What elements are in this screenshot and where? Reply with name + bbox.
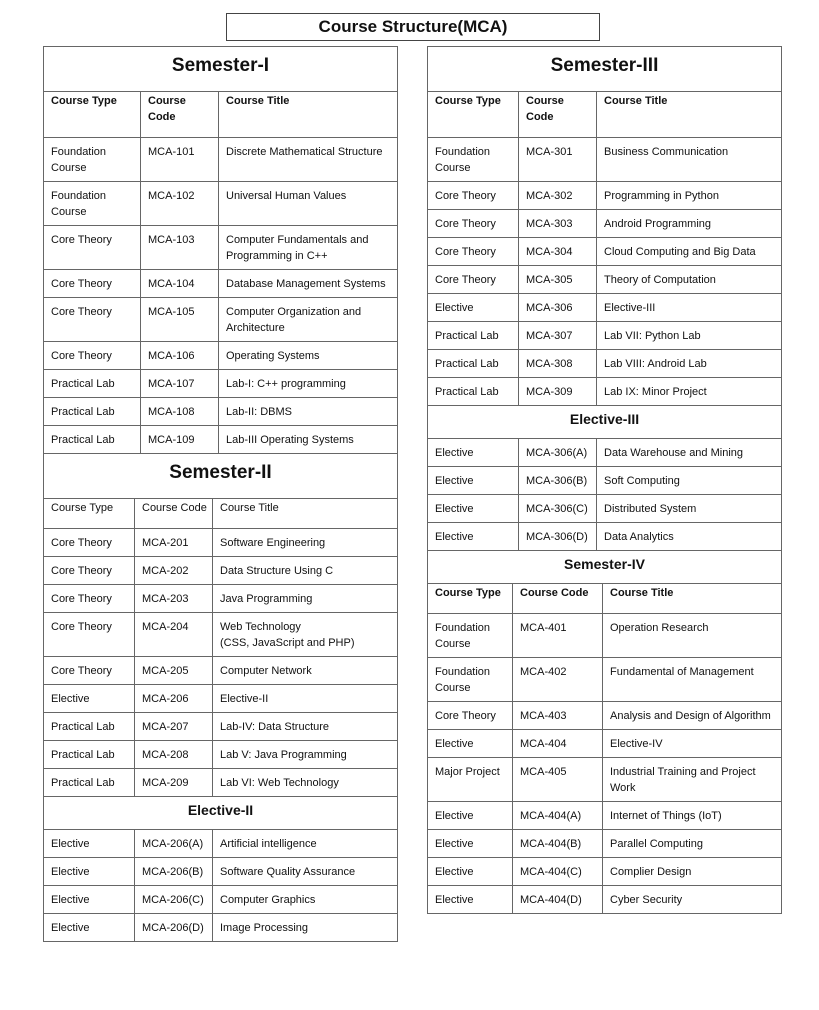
course-code: MCA-202 <box>135 557 213 585</box>
course-title: Elective-III <box>597 294 782 322</box>
elective-3-table <box>427 405 782 551</box>
course-code: MCA-206(D) <box>135 914 213 942</box>
header-course-title: Course Title <box>213 499 398 529</box>
course-title: Image Processing <box>213 914 398 942</box>
course-code: MCA-302 <box>519 182 597 210</box>
header-course-type: Course Type <box>428 584 513 614</box>
header-course-code: Course Code <box>141 92 219 138</box>
course-type: Elective <box>428 886 513 914</box>
semester-2-table <box>43 453 398 797</box>
course-code: MCA-306(D) <box>519 523 597 551</box>
course-type: Core Theory <box>428 238 519 266</box>
header-course-title: Course Title <box>219 92 398 138</box>
header-course-type: Course Type <box>44 92 141 138</box>
course-title: Computer Organization and Architecture <box>219 298 398 342</box>
course-type: Elective <box>44 830 135 858</box>
course-code: MCA-307 <box>519 322 597 350</box>
header-course-code: Course Code <box>513 584 603 614</box>
course-title: Lab-I: C++ programming <box>219 370 398 398</box>
course-type: Practical Lab <box>44 426 141 454</box>
semester-4-header <box>428 584 782 614</box>
course-type: Elective <box>428 802 513 830</box>
course-title: Cyber Security <box>603 886 782 914</box>
course-title: Complier Design <box>603 858 782 886</box>
course-row <box>428 858 782 886</box>
course-row <box>44 426 398 454</box>
course-type: Elective <box>428 858 513 886</box>
course-row <box>428 322 782 350</box>
course-row <box>44 886 398 914</box>
course-row <box>428 802 782 830</box>
course-row <box>428 467 782 495</box>
course-type: Core Theory <box>44 657 135 685</box>
course-title: Internet of Things (IoT) <box>603 802 782 830</box>
course-title: Universal Human Values <box>219 182 398 226</box>
course-type: Elective <box>44 886 135 914</box>
course-code: MCA-304 <box>519 238 597 266</box>
course-type: Core Theory <box>428 266 519 294</box>
course-row <box>44 585 398 613</box>
course-row <box>428 138 782 182</box>
course-code: MCA-404(D) <box>513 886 603 914</box>
header-course-type: Course Type <box>44 499 135 529</box>
semester-3-table <box>427 46 782 406</box>
course-code: MCA-404(A) <box>513 802 603 830</box>
course-code: MCA-301 <box>519 138 597 182</box>
course-type: Elective <box>428 730 513 758</box>
header-course-type: Course Type <box>428 92 519 138</box>
course-code: MCA-306(A) <box>519 439 597 467</box>
course-type: Elective <box>428 294 519 322</box>
course-code: MCA-103 <box>141 226 219 270</box>
course-code: MCA-203 <box>135 585 213 613</box>
course-title: Lab VII: Python Lab <box>597 322 782 350</box>
course-code: MCA-402 <box>513 658 603 702</box>
course-code: MCA-206(C) <box>135 886 213 914</box>
course-code: MCA-309 <box>519 378 597 406</box>
course-title: Artificial intelligence <box>213 830 398 858</box>
course-row <box>428 702 782 730</box>
course-row <box>44 226 398 270</box>
course-title: Software Quality Assurance <box>213 858 398 886</box>
course-row <box>44 138 398 182</box>
semester-4-table <box>427 550 782 914</box>
course-type: Practical Lab <box>428 322 519 350</box>
course-code: MCA-405 <box>513 758 603 802</box>
course-title: Lab-IV: Data Structure <box>213 713 398 741</box>
course-title: Data Analytics <box>597 523 782 551</box>
course-row <box>428 523 782 551</box>
course-code: MCA-108 <box>141 398 219 426</box>
course-row <box>44 657 398 685</box>
course-title: Android Programming <box>597 210 782 238</box>
course-type: Practical Lab <box>44 370 141 398</box>
course-row <box>44 858 398 886</box>
course-title: Web Technology (CSS, JavaScript and PHP) <box>213 613 398 657</box>
course-type: Core Theory <box>44 613 135 657</box>
course-row <box>44 298 398 342</box>
course-code: MCA-204 <box>135 613 213 657</box>
course-title: Distributed System <box>597 495 782 523</box>
course-title: Industrial Training and Project Work <box>603 758 782 802</box>
course-row <box>44 769 398 797</box>
course-row <box>428 294 782 322</box>
course-row <box>428 238 782 266</box>
course-code: MCA-306 <box>519 294 597 322</box>
course-row <box>428 210 782 238</box>
course-code: MCA-303 <box>519 210 597 238</box>
course-row <box>428 830 782 858</box>
semester-1-title: Semester-I <box>44 47 398 92</box>
elective-2-table <box>43 796 398 942</box>
course-title: Database Management Systems <box>219 270 398 298</box>
course-type: Elective <box>44 685 135 713</box>
course-row <box>428 495 782 523</box>
course-type: Core Theory <box>44 298 141 342</box>
course-code: MCA-209 <box>135 769 213 797</box>
course-code: MCA-404(C) <box>513 858 603 886</box>
course-title: Elective-IV <box>603 730 782 758</box>
course-type: Core Theory <box>44 270 141 298</box>
course-title: Theory of Computation <box>597 266 782 294</box>
course-title: Lab-III Operating Systems <box>219 426 398 454</box>
course-type: Core Theory <box>44 557 135 585</box>
course-title: Data Warehouse and Mining <box>597 439 782 467</box>
course-row <box>428 886 782 914</box>
course-row <box>428 266 782 294</box>
course-title: Lab VIII: Android Lab <box>597 350 782 378</box>
course-code: MCA-107 <box>141 370 219 398</box>
course-row <box>428 730 782 758</box>
course-type: Core Theory <box>44 226 141 270</box>
course-row <box>44 557 398 585</box>
course-code: MCA-401 <box>513 614 603 658</box>
course-title: Java Programming <box>213 585 398 613</box>
course-row <box>44 370 398 398</box>
course-type: Elective <box>428 467 519 495</box>
course-title: Business Communication <box>597 138 782 182</box>
course-title: Parallel Computing <box>603 830 782 858</box>
course-type: Core Theory <box>44 585 135 613</box>
course-row <box>44 741 398 769</box>
course-code: MCA-207 <box>135 713 213 741</box>
course-code: MCA-305 <box>519 266 597 294</box>
course-row <box>428 758 782 802</box>
course-row <box>428 658 782 702</box>
header-course-code: Course Code <box>519 92 597 138</box>
course-title: Fundamental of Management <box>603 658 782 702</box>
course-title: Discrete Mathematical Structure <box>219 138 398 182</box>
course-title: Data Structure Using C <box>213 557 398 585</box>
course-type: Practical Lab <box>44 713 135 741</box>
course-type: Practical Lab <box>428 350 519 378</box>
course-code: MCA-308 <box>519 350 597 378</box>
course-row <box>44 270 398 298</box>
elective-3-title: Elective-III <box>428 406 782 439</box>
semester-4-title: Semester-IV <box>428 551 782 584</box>
course-row <box>428 439 782 467</box>
course-row <box>428 378 782 406</box>
course-type: Elective <box>44 914 135 942</box>
course-title: Lab IX: Minor Project <box>597 378 782 406</box>
left-column <box>43 46 398 942</box>
page-title: Course Structure(MCA) <box>226 13 600 41</box>
course-type: Core Theory <box>428 210 519 238</box>
course-code: MCA-106 <box>141 342 219 370</box>
course-type: Foundation Course <box>428 658 513 702</box>
course-type: Practical Lab <box>44 741 135 769</box>
course-row <box>428 182 782 210</box>
course-type: Core Theory <box>44 529 135 557</box>
course-code: MCA-101 <box>141 138 219 182</box>
course-type: Practical Lab <box>44 398 141 426</box>
course-type: Elective <box>428 495 519 523</box>
course-type: Core Theory <box>428 702 513 730</box>
course-type: Foundation Course <box>44 138 141 182</box>
course-code: MCA-206(A) <box>135 830 213 858</box>
course-title: Computer Network <box>213 657 398 685</box>
course-row <box>428 614 782 658</box>
course-row <box>44 914 398 942</box>
course-row <box>44 342 398 370</box>
semester-2-title: Semester-II <box>44 454 398 499</box>
course-code: MCA-404(B) <box>513 830 603 858</box>
course-title: Operating Systems <box>219 342 398 370</box>
course-title: Lab-II: DBMS <box>219 398 398 426</box>
course-type: Elective <box>428 439 519 467</box>
course-type: Foundation Course <box>428 138 519 182</box>
course-code: MCA-104 <box>141 270 219 298</box>
course-type: Major Project <box>428 758 513 802</box>
course-code: MCA-206(B) <box>135 858 213 886</box>
semester-3-header <box>428 92 782 138</box>
course-code: MCA-306(C) <box>519 495 597 523</box>
course-code: MCA-205 <box>135 657 213 685</box>
course-code: MCA-201 <box>135 529 213 557</box>
course-code: MCA-208 <box>135 741 213 769</box>
course-row <box>428 350 782 378</box>
course-code: MCA-105 <box>141 298 219 342</box>
course-title: Software Engineering <box>213 529 398 557</box>
course-title: Computer Fundamentals and Programming in C++ <box>219 226 398 270</box>
course-type: Elective <box>428 523 519 551</box>
course-type: Foundation Course <box>428 614 513 658</box>
course-type: Elective <box>428 830 513 858</box>
right-column <box>427 46 782 914</box>
elective-2-title: Elective-II <box>44 797 398 830</box>
course-title: Soft Computing <box>597 467 782 495</box>
course-title: Lab V: Java Programming <box>213 741 398 769</box>
course-row <box>44 685 398 713</box>
course-code: MCA-109 <box>141 426 219 454</box>
course-code: MCA-102 <box>141 182 219 226</box>
course-title: Computer Graphics <box>213 886 398 914</box>
header-course-title: Course Title <box>603 584 782 614</box>
course-type: Core Theory <box>44 342 141 370</box>
course-type: Practical Lab <box>44 769 135 797</box>
semester-1-header <box>44 92 398 138</box>
course-row <box>44 182 398 226</box>
course-title: Analysis and Design of Algorithm <box>603 702 782 730</box>
header-course-code: Course Code <box>135 499 213 529</box>
course-code: MCA-403 <box>513 702 603 730</box>
course-title: Operation Research <box>603 614 782 658</box>
course-row <box>44 529 398 557</box>
course-row <box>44 398 398 426</box>
semester-2-header <box>44 499 398 529</box>
course-row <box>44 713 398 741</box>
course-code: MCA-404 <box>513 730 603 758</box>
course-type: Elective <box>44 858 135 886</box>
course-title: Elective-II <box>213 685 398 713</box>
course-type: Core Theory <box>428 182 519 210</box>
course-code: MCA-206 <box>135 685 213 713</box>
course-row <box>44 830 398 858</box>
semester-1-table <box>43 46 398 454</box>
course-row <box>44 613 398 657</box>
course-code: MCA-306(B) <box>519 467 597 495</box>
semester-3-title: Semester-III <box>428 47 782 92</box>
header-course-title: Course Title <box>597 92 782 138</box>
course-title: Programming in Python <box>597 182 782 210</box>
course-title: Lab VI: Web Technology <box>213 769 398 797</box>
course-type: Foundation Course <box>44 182 141 226</box>
course-type: Practical Lab <box>428 378 519 406</box>
course-title: Cloud Computing and Big Data <box>597 238 782 266</box>
